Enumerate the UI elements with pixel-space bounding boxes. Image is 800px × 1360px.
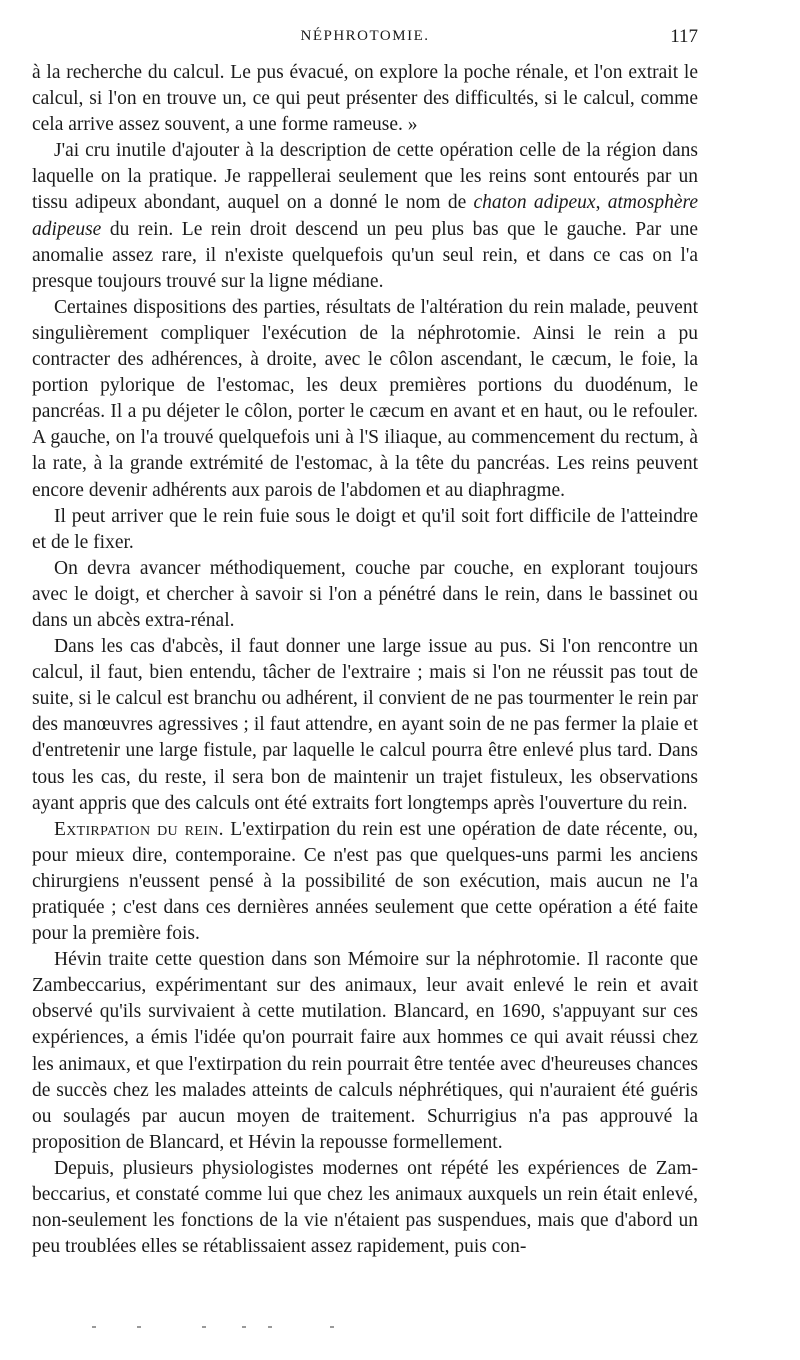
paragraph bbox=[32, 138, 698, 295]
paragraph: à la recherche du calcul. Le pus évacué, on explore la poche rénale, et l'on extrait le calcul, si l'on en trouve un, ce qui peut présenter des difficultés, si le calcul, comme cela arrive assez souvent, a une forme rameuse. » bbox=[32, 62, 698, 136]
section-heading: Extirpation du rein. bbox=[54, 818, 224, 840]
page-number: 117 bbox=[670, 26, 698, 47]
italic-term: atmosphère adipeuse bbox=[32, 192, 698, 240]
paragraph: Dans les cas d'abcès, il faut donner une large issue au pus. Si l'on rencontre un calcul, il faut, bien entendu, tâcher de l'extraire ; mais si l'on ne réussit pas tout de suite, si le calcul est branchu ou adhérent, il convient de ne pas tourmenter le rein par des manœuvres agressives ; il faut attendre, en ayant soin de ne pas fermer la plaie et d'entretenir une large fistule, par laquelle le calcul pourra être enlevé plus tard. Dans tous les cas, du reste, il sera bon de maintenir un trajet fistuleux, les observations ayant appris que des calculs ont été extraits fort longtemps après l'ouverture du rein. bbox=[32, 636, 698, 814]
paragraph-text: J'ai cru inutile d'ajouter à la description de cette opération celle de la région dans laquelle on la pratique. Je rappellerai seulement que les reins sont entourés par un tissu adipeux abondant, auquel on a donné le nom de bbox=[32, 140, 698, 214]
book-page bbox=[32, 0, 768, 1360]
running-title: NÉPHROTOMIE. bbox=[300, 28, 430, 44]
paragraph: Certaines dispositions des parties, résultats de l'altération du rein malade, peuvent singulièrement compliquer l'exécution de la néphrotomie. Ainsi le rein a pu contracter des adhérences, à droite, avec le côlon ascendant, le cæcum, le foie, la portion pylorique de l'estomac, les deux premières portions du duodénum, le pancréas. Il a pu déjeter le côlon, porter le cæcum en avant et en haut, ou le refouler. A gauche, on l'a trouvé quelquefois uni à l'S iliaque, au commencement du rectum, à la rate, à la grande extrémité de l'estomac, à la tête du pancréas. Les reins peuvent encore devenir adhérents aux parois de l'abdomen et au diaphragme. bbox=[32, 296, 698, 501]
scan-speck bbox=[330, 1326, 334, 1328]
paragraph-text: , bbox=[595, 192, 608, 214]
page-header bbox=[32, 28, 698, 52]
scan-speck bbox=[202, 1326, 206, 1328]
scan-speck bbox=[92, 1326, 96, 1328]
paragraph: Hévin traite cette question dans son Mémoire sur la néphrotomie. Il raconte que Zambeccarius, expérimentant sur des animaux, leur avait enlevé le rein et avait observé qu'ils survivaient à cette mutilation. Blancard, en 1690, s'appuyant sur ces expériences, a émis l'idée qu'on pourrait faire aux hommes ce qui avait réussi chez les animaux, et que l'extirpation du rein pourrait être tentée avec d'heureuses chances de succès chez les malades atteints de calculs néphrétiques, qui n'auraient été guéris ou soulagés par aucun moyen de traitement. Schurrigius n'a pas approuvé la proposition de Blancard, et Hévin la repousse formellement. bbox=[32, 949, 698, 1153]
paragraph-text: L'extirpation du rein est une opération de date récente, ou, pour mieux dire, contemporaine. Ce n'est pas que quelques-uns parmi les anciens chirurgiens n'eussent pensé à la possibilité de son exécution, mais aucun ne l'a pratiquée ; c'est dans ces dernières années seulement que cette opération a été faite pour la première fois. bbox=[32, 818, 698, 945]
scan-specks bbox=[92, 1326, 392, 1332]
scan-speck bbox=[242, 1326, 246, 1328]
scan-speck bbox=[137, 1326, 141, 1328]
paragraph: Depuis, plusieurs physiologistes modernes ont répété les expériences de Zambeccarius, et constaté comme lui que chez les animaux auxquels un rein était enlevé, non-seulement les fonctions de la vie n'étaient pas suspendues, mais que d'abord un peu troublées elles se rétablissaient assez rapidement, puis con- bbox=[32, 1157, 698, 1258]
paragraph: On devra avancer méthodiquement, couche par couche, en explorant toujours avec le doigt, et chercher à savoir si l'on a pénétré dans le rein, dans le bassinet ou dans un abcès extra-rénal. bbox=[32, 557, 698, 631]
scan-speck bbox=[268, 1326, 272, 1328]
paragraph bbox=[32, 817, 698, 947]
italic-term: chaton adipeux bbox=[473, 192, 596, 214]
body-text bbox=[32, 60, 698, 1260]
paragraph: Il peut arriver que le rein fuie sous le doigt et qu'il soit fort difficile de l'atteindre et de le fixer. bbox=[32, 505, 698, 553]
paragraph-text: du rein. Le rein droit descend un peu plus bas que le gauche. Par une anomalie assez rare, il n'existe quelquefois qu'un seul rein, et dans ce cas on l'a presque toujours trouvé sur la ligne médiane. bbox=[32, 218, 698, 292]
